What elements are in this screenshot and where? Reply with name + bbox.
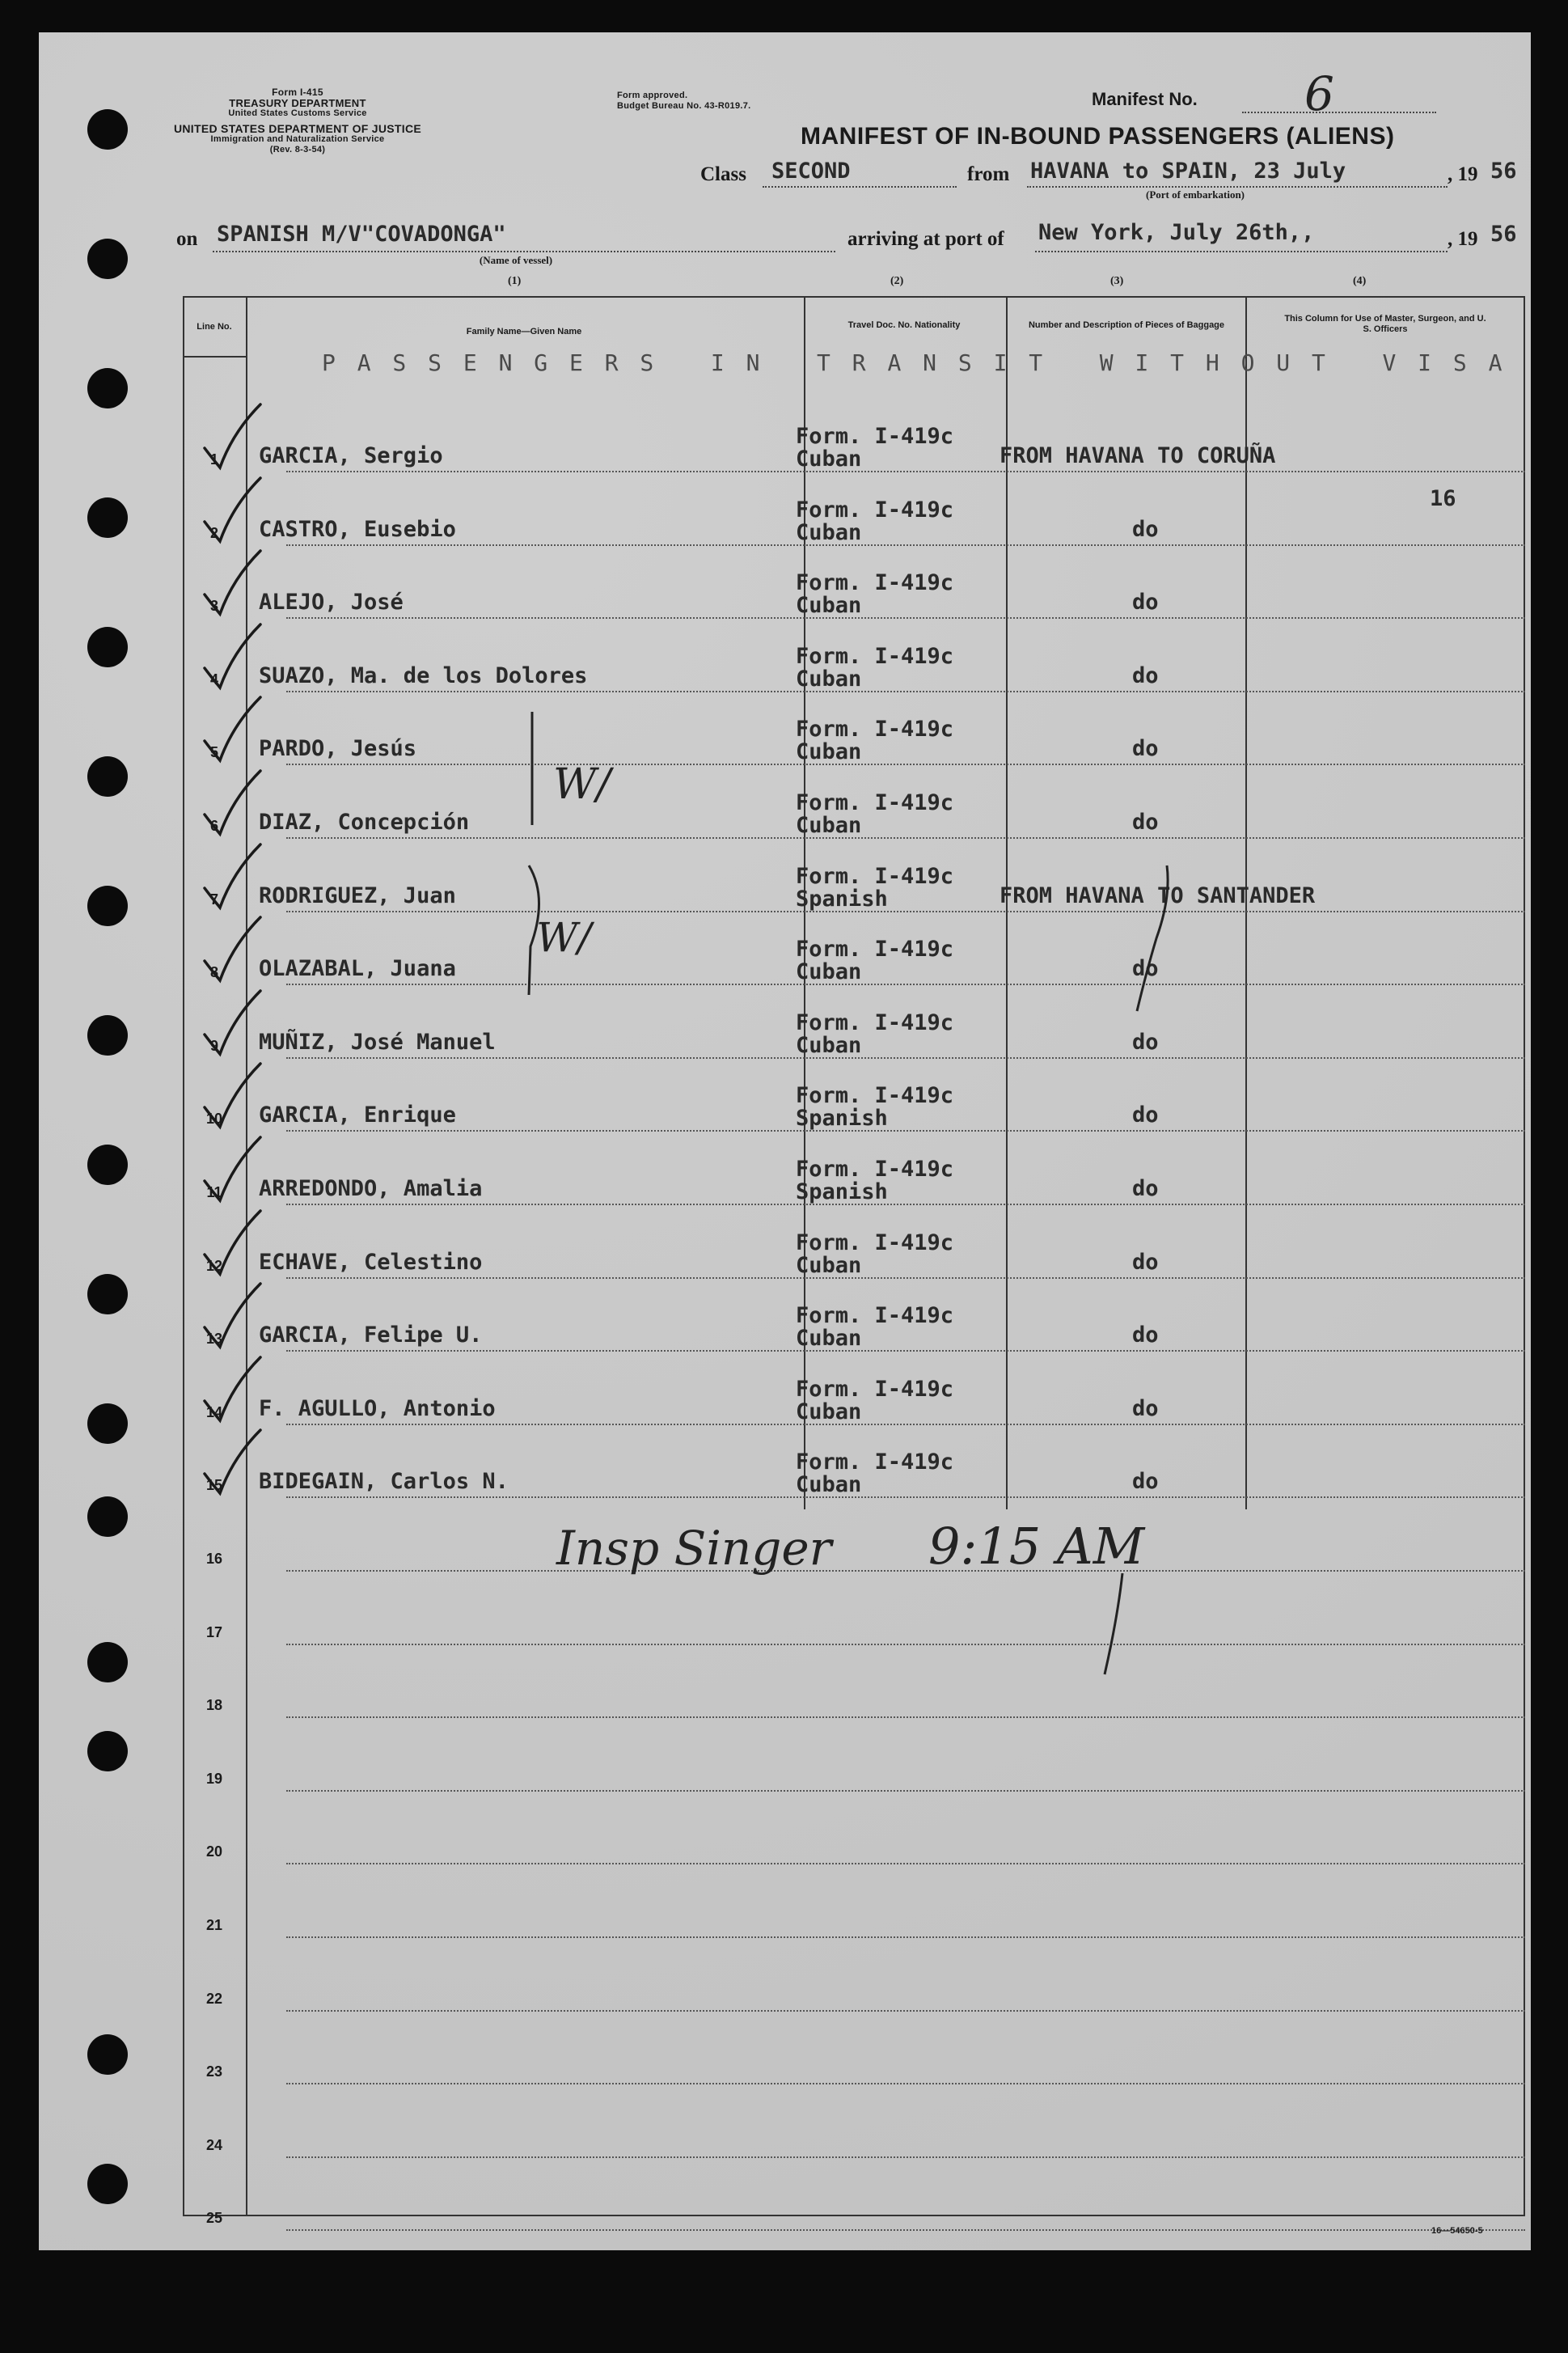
vessel-line xyxy=(213,251,835,252)
manifest-number-line xyxy=(1242,112,1436,113)
punch-hole xyxy=(87,1145,128,1185)
check-mark xyxy=(201,1352,265,1425)
nationality: Cuban xyxy=(796,1253,862,1278)
treasury-dept: TREASURY DEPARTMENT xyxy=(229,97,366,109)
passenger-name: SUAZO, Ma. de los Dolores xyxy=(259,663,588,688)
baggage-description: do xyxy=(1132,663,1159,688)
nationality: Cuban xyxy=(796,593,862,618)
col-number-1: (1) xyxy=(508,275,522,287)
slash-mark xyxy=(1122,849,1187,1027)
travel-doc-number: Form. I-419c xyxy=(796,1230,954,1255)
passenger-name: GARCIA, Sergio xyxy=(259,443,443,468)
travel-doc-number: Form. I-419c xyxy=(796,424,954,449)
justice-dept: UNITED STATES DEPARTMENT OF JUSTICE xyxy=(173,122,422,135)
passenger-name: GARCIA, Felipe U. xyxy=(259,1323,483,1348)
row-rule xyxy=(286,617,1525,619)
header-officers: This Column for Use of Master, Surgeon, and U. S. Officers xyxy=(1284,314,1486,334)
initials-mark-2: W/ xyxy=(536,914,592,961)
nationality: Cuban xyxy=(796,739,862,764)
line-number: 8 xyxy=(209,964,218,980)
punch-hole xyxy=(87,1274,128,1314)
passenger-name: ECHAVE, Celestino xyxy=(259,1250,483,1275)
check-mark xyxy=(201,1279,265,1352)
row-rule xyxy=(286,1424,1525,1425)
punch-hole xyxy=(87,627,128,667)
row-rule xyxy=(286,1936,1525,1938)
row-rule xyxy=(286,984,1525,985)
check-mark xyxy=(201,400,265,472)
approval-line2: Budget Bureau No. 43-R019.7. xyxy=(617,101,751,111)
travel-doc-number: Form. I-419c xyxy=(796,1083,954,1108)
check-mark xyxy=(201,620,265,692)
baggage-description: do xyxy=(1132,1250,1159,1275)
travel-doc-number: Form. I-419c xyxy=(796,644,954,669)
travel-doc-number: Form. I-419c xyxy=(796,1303,954,1328)
baggage-description: do xyxy=(1132,517,1159,542)
nationality: Spanish xyxy=(796,887,888,912)
line-number: 12 xyxy=(205,1258,223,1274)
nationality: Cuban xyxy=(796,959,862,984)
baggage-description: do xyxy=(1132,1030,1159,1055)
inspection-time: 9:15 AM xyxy=(928,1517,1145,1576)
check-mark xyxy=(201,1059,265,1132)
header-baggage: Number and Description of Pieces of Baggage xyxy=(1028,320,1225,330)
baggage-description: do xyxy=(1132,1176,1159,1201)
baggage-description: FROM HAVANA TO SANTANDER xyxy=(1000,883,1316,908)
header-divider xyxy=(183,356,246,358)
arriving-line xyxy=(1035,251,1448,252)
transit-banner: P A S S E N G E R S I N T R A N S I T W I T H O U T V I S A xyxy=(322,349,1507,376)
signature-tail xyxy=(1090,1569,1139,1682)
approval-block xyxy=(617,91,751,112)
travel-doc-number: Form. I-419c xyxy=(796,1377,954,1402)
check-mark xyxy=(201,840,265,912)
baggage-description: do xyxy=(1132,956,1159,981)
travel-doc-number: Form. I-419c xyxy=(796,1157,954,1182)
travel-doc-number: Form. I-419c xyxy=(796,1010,954,1035)
passenger-name: ALEJO, José xyxy=(259,590,404,615)
row-rule xyxy=(286,1130,1525,1132)
line-number: 24 xyxy=(205,2137,223,2153)
line-number: 25 xyxy=(205,2210,223,2226)
vessel-caption: (Name of vessel) xyxy=(479,254,553,266)
initials-mark-1: W/ xyxy=(553,760,611,809)
check-mark xyxy=(201,546,265,619)
nationality: Cuban xyxy=(796,1399,862,1424)
travel-doc-number: Form. I-419c xyxy=(796,864,954,889)
check-mark xyxy=(201,692,265,765)
passenger-name: GARCIA, Enrique xyxy=(259,1102,456,1128)
row-rule xyxy=(286,2010,1525,2012)
nationality: Cuban xyxy=(796,520,862,545)
row-rule xyxy=(286,1644,1525,1645)
check-mark xyxy=(201,986,265,1059)
nationality: Spanish xyxy=(796,1179,888,1204)
punch-hole xyxy=(87,239,128,279)
baggage-description: do xyxy=(1132,590,1159,615)
line-number: 14 xyxy=(205,1404,223,1420)
form-info-block xyxy=(168,87,427,155)
form-footer-code: 16—54650-5 xyxy=(1431,2226,1483,2236)
from-year: 56 xyxy=(1490,159,1517,184)
punch-hole xyxy=(87,756,128,797)
col-number-2: (2) xyxy=(890,275,904,287)
punch-hole xyxy=(87,109,128,150)
punch-hole xyxy=(87,1403,128,1444)
row-rule xyxy=(286,471,1525,472)
officer-note: 16 xyxy=(1430,486,1456,511)
row-rule xyxy=(286,2156,1525,2158)
from-value: HAVANA to SPAIN, 23 July xyxy=(1030,159,1346,184)
row-rule xyxy=(286,1204,1525,1205)
line-number: 6 xyxy=(209,818,218,834)
manifest-number-label: Manifest No. xyxy=(1092,89,1198,109)
travel-doc-number: Form. I-419c xyxy=(796,937,954,962)
line-number: 7 xyxy=(209,891,218,908)
vessel-value: SPANISH M/V"COVADONGA" xyxy=(217,222,506,247)
nationality: Cuban xyxy=(796,1326,862,1351)
passenger-name: F. AGULLO, Antonio xyxy=(259,1396,496,1421)
arrive-year: 56 xyxy=(1490,222,1517,247)
header-travel-doc: Travel Doc. No. Nationality xyxy=(847,320,961,330)
revision-date: (Rev. 8-3-54) xyxy=(269,145,326,154)
nationality: Cuban xyxy=(796,667,862,692)
line-number: 23 xyxy=(205,2063,223,2080)
line-number: 10 xyxy=(205,1111,223,1127)
baggage-description: do xyxy=(1132,1323,1159,1348)
class-line xyxy=(763,186,957,188)
baggage-description: do xyxy=(1132,1102,1159,1128)
arriving-value: New York, July 26th,, xyxy=(1038,220,1315,245)
arrive-year-prefix: , 19 xyxy=(1448,228,1478,250)
from-year-prefix: , 19 xyxy=(1448,163,1478,185)
punch-hole xyxy=(87,2034,128,2075)
travel-doc-number: Form. I-419c xyxy=(796,570,954,595)
baggage-description: FROM HAVANA TO CORUÑA xyxy=(1000,443,1276,468)
check-mark xyxy=(201,473,265,546)
row-rule xyxy=(286,837,1525,839)
row-rule xyxy=(286,911,1525,912)
row-rule xyxy=(286,1863,1525,1864)
punch-hole xyxy=(87,886,128,926)
port-caption: (Port of embarkation) xyxy=(1145,188,1245,201)
row-rule xyxy=(286,1496,1525,1498)
line-number: 13 xyxy=(205,1331,223,1347)
punch-hole xyxy=(87,368,128,408)
class-label: Class xyxy=(700,163,746,185)
on-label: on xyxy=(176,228,198,250)
row-rule xyxy=(286,691,1525,692)
line-number: 2 xyxy=(209,525,218,541)
passenger-name: RODRIGUEZ, Juan xyxy=(259,883,456,908)
line-number: 21 xyxy=(205,1917,223,1933)
col-number-3: (3) xyxy=(1110,275,1124,287)
punch-hole xyxy=(87,497,128,538)
line-number: 11 xyxy=(206,1184,222,1200)
form-number: Form I-415 xyxy=(272,87,323,98)
line-number: 3 xyxy=(209,598,218,614)
punch-hole xyxy=(87,1642,128,1682)
passenger-name: CASTRO, Eusebio xyxy=(259,517,456,542)
punch-hole xyxy=(87,2164,128,2204)
baggage-description: do xyxy=(1132,810,1159,835)
line-number: 9 xyxy=(209,1038,218,1054)
line-number: 18 xyxy=(205,1697,223,1713)
passenger-name: PARDO, Jesús xyxy=(259,736,417,761)
line-number: 16 xyxy=(205,1551,223,1567)
check-mark xyxy=(201,912,265,985)
row-rule xyxy=(286,544,1525,546)
punch-hole xyxy=(87,1731,128,1771)
passenger-name: DIAZ, Concepción xyxy=(259,810,470,835)
baggage-description: do xyxy=(1132,1396,1159,1421)
punch-hole xyxy=(87,1496,128,1537)
class-value: SECOND xyxy=(771,159,851,184)
from-line xyxy=(1027,186,1448,188)
travel-doc-number: Form. I-419c xyxy=(796,790,954,815)
line-number: 17 xyxy=(205,1624,223,1640)
nationality: Spanish xyxy=(796,1106,888,1131)
manifest-title: MANIFEST OF IN-BOUND PASSENGERS (ALIENS) xyxy=(801,123,1395,150)
row-rule xyxy=(286,1716,1525,1718)
line-number: 19 xyxy=(205,1771,223,1787)
manifest-number-value: 6 xyxy=(1304,66,1334,121)
passenger-name: BIDEGAIN, Carlos N. xyxy=(259,1469,509,1494)
passenger-name: OLAZABAL, Juana xyxy=(259,956,456,981)
customs-service: United States Customs Service xyxy=(228,108,367,118)
nationality: Cuban xyxy=(796,1472,862,1497)
line-number: 20 xyxy=(205,1843,223,1860)
passenger-name: MUÑIZ, José Manuel xyxy=(259,1030,496,1055)
row-rule xyxy=(286,1277,1525,1279)
line-number: 15 xyxy=(205,1477,223,1493)
passenger-name: ARREDONDO, Amalia xyxy=(259,1176,483,1201)
col-number-4: (4) xyxy=(1353,275,1367,287)
from-label: from xyxy=(967,163,1010,185)
check-mark xyxy=(201,766,265,839)
punch-hole xyxy=(87,1015,128,1056)
baggage-description: do xyxy=(1132,736,1159,761)
line-number: 5 xyxy=(209,744,218,760)
brace-mark xyxy=(500,704,564,1027)
inspector-signature: Insp Singer xyxy=(556,1521,832,1576)
manifest-sheet xyxy=(39,32,1531,2250)
line-number: 1 xyxy=(209,451,218,468)
row-rule xyxy=(286,1057,1525,1059)
line-number: 22 xyxy=(205,1991,223,2007)
check-mark xyxy=(201,1425,265,1498)
ins-service: Immigration and Naturalization Service xyxy=(210,134,385,144)
arriving-label: arriving at port of xyxy=(847,228,1004,250)
line-number: 4 xyxy=(209,671,218,688)
baggage-description: do xyxy=(1132,1469,1159,1494)
check-mark xyxy=(201,1132,265,1205)
nationality: Cuban xyxy=(796,1033,862,1058)
row-rule xyxy=(286,1790,1525,1792)
row-rule xyxy=(286,764,1525,765)
travel-doc-number: Form. I-419c xyxy=(796,717,954,742)
row-rule xyxy=(286,1350,1525,1352)
header-line-no: Line No. xyxy=(197,322,232,332)
nationality: Cuban xyxy=(796,813,862,838)
nationality: Cuban xyxy=(796,446,862,472)
row-rule xyxy=(286,2083,1525,2084)
approval-line1: Form approved. xyxy=(617,91,688,100)
header-name: Family Name—Given Name xyxy=(466,327,582,336)
travel-doc-number: Form. I-419c xyxy=(796,1449,954,1475)
row-rule xyxy=(286,1570,1525,1572)
row-rule xyxy=(286,2229,1525,2231)
check-mark xyxy=(201,1206,265,1279)
travel-doc-number: Form. I-419c xyxy=(796,497,954,523)
